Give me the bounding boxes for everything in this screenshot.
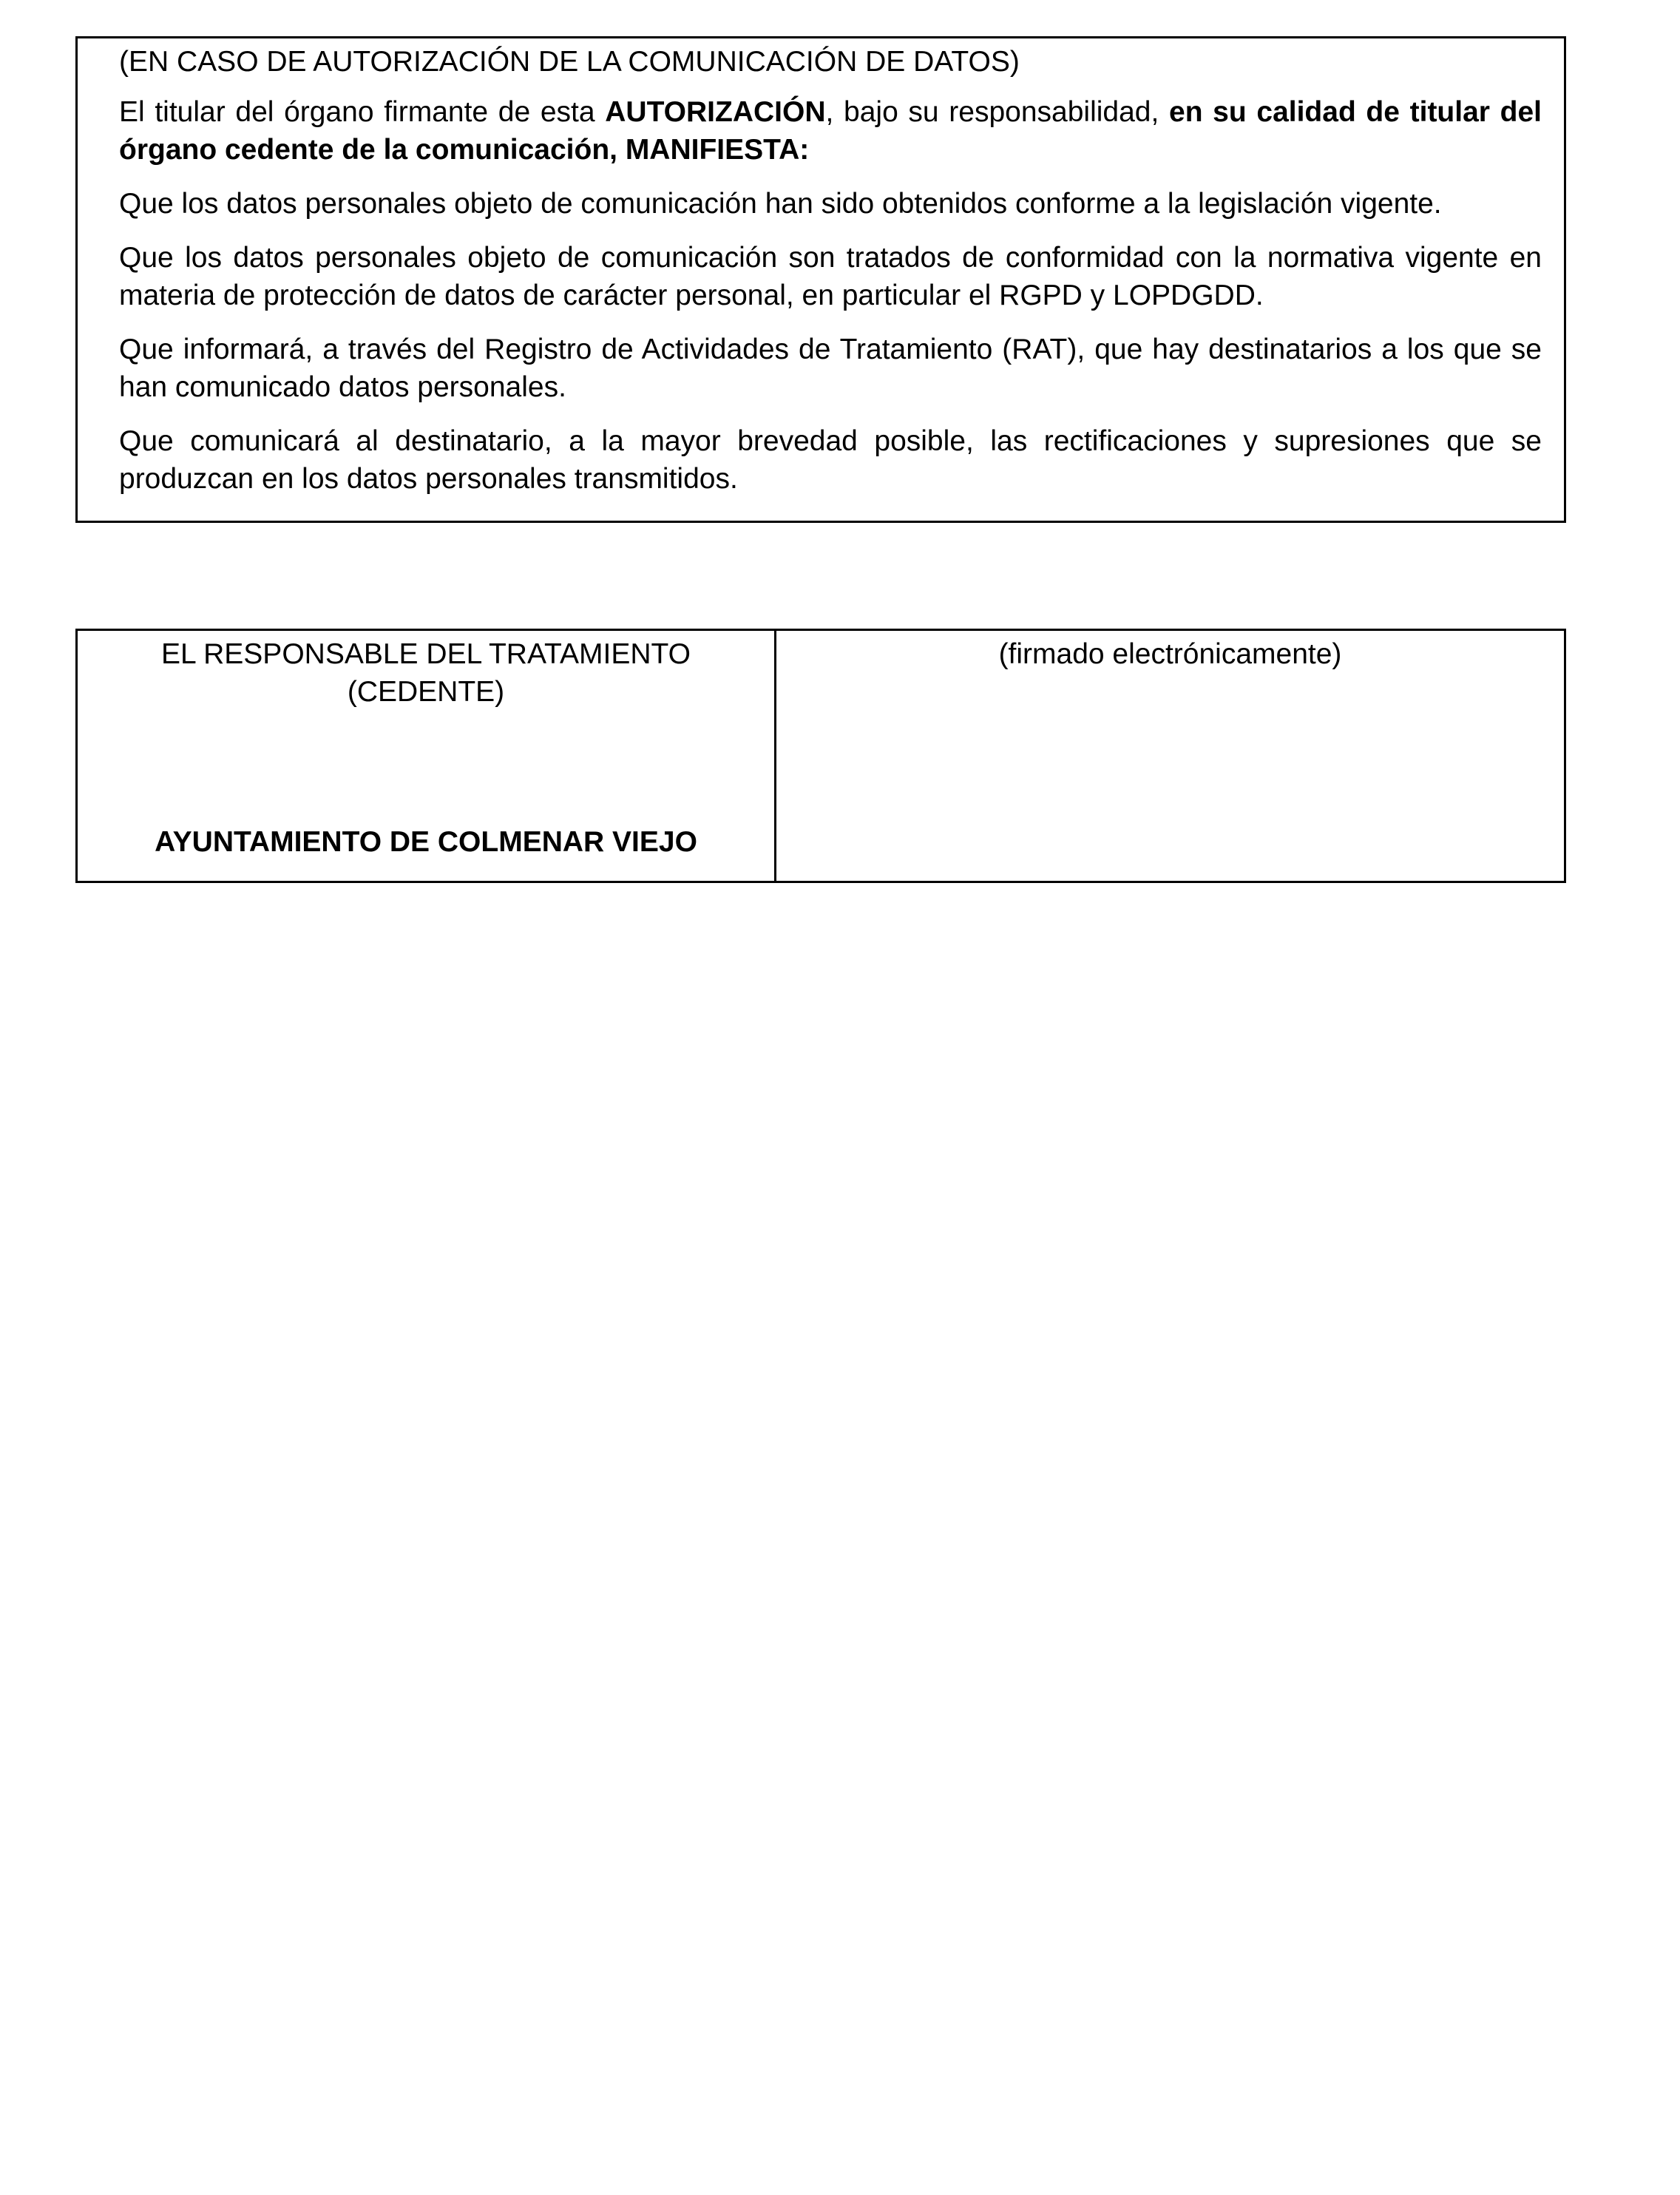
declaration-intro — [119, 93, 1542, 169]
intro-text-1: El titular del órgano firmante de esta — [119, 96, 606, 128]
statement-2: Que los datos personales objeto de comunicación son tratados de conformidad con la normativa vigente en materia de protección de datos de carácter personal, en particular el RGPD y LOPDGDD. — [119, 242, 1542, 311]
signature-table — [75, 629, 1566, 883]
signature-electronic-note: (firmado electrónicamente) — [998, 638, 1342, 670]
signature-entity: AYUNTAMIENTO DE COLMENAR VIEJO — [155, 826, 697, 858]
signature-right-cell — [776, 631, 1564, 881]
intro-bold-manifiesta: en su calidad de titular del órgano cedente de la comunicación, MANIFIESTA: — [119, 96, 1542, 166]
intro-bold-authorization: AUTORIZACIÓN — [605, 96, 826, 128]
declaration-box — [75, 36, 1566, 523]
signature-role — [78, 635, 774, 711]
statement-4: Que comunicará al destinatario, a la mayor brevedad posible, las rectificaciones y supresiones que se produzcan en los datos personales transmitidos. — [119, 425, 1542, 495]
statement-1: Que los datos personales objeto de comunicación han sido obtenidos conforme a la legislación vigente. — [119, 188, 1442, 220]
declaration-content — [119, 43, 1542, 514]
intro-text-2: , bajo su responsabilidad, — [825, 96, 1169, 128]
signature-left-cell — [78, 631, 774, 881]
statement-3: Que informará, a través del Registro de Actividades de Tratamiento (RAT), que hay destinatarios a los que se han comunicado datos personales. — [119, 334, 1542, 403]
signature-role-line1: EL RESPONSABLE DEL TRATAMIENTO — [161, 638, 691, 670]
declaration-heading: (EN CASO DE AUTORIZACIÓN DE LA COMUNICACIÓN DE DATOS) — [119, 46, 1020, 78]
signature-role-line2: (CEDENTE) — [347, 676, 505, 708]
